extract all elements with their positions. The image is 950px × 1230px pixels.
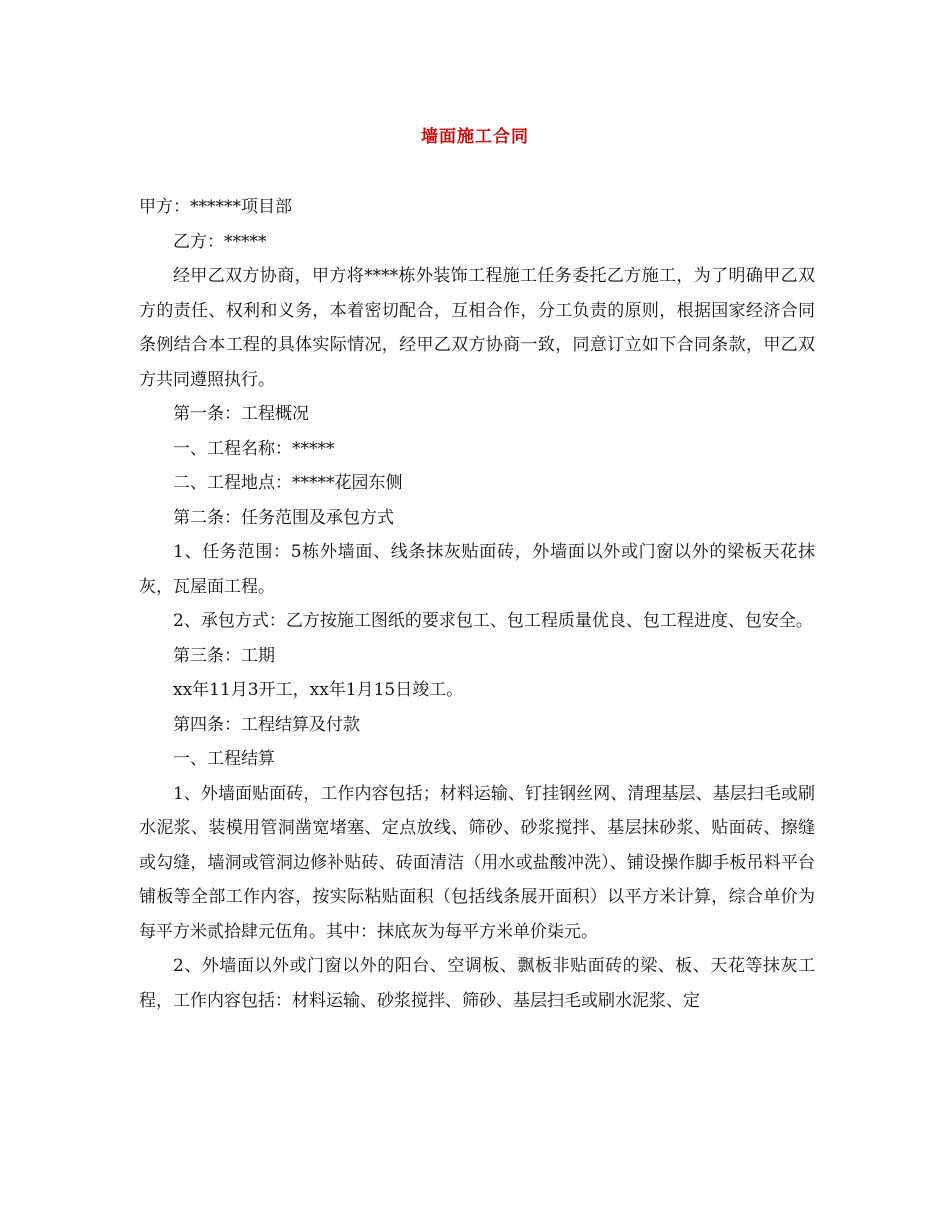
project-name-line: 一、工程名称：***** (173, 438, 335, 459)
task-scope-paragraph: 1、任务范围：5栋外墙面、线条抹灰贴面砖，外墙面以外或门窗以外的梁板天花抹灰，瓦屋面工程。 (139, 542, 815, 597)
document-body (139, 190, 815, 1018)
settlement-item-1: 1、外墙面贴面砖，工作内容包括；材料运输、钉挂钢丝网、清理基层、基层扫毛或刷水泥浆、装模用管洞凿宽堵塞、定点放线、筛砂、砂浆搅拌、基层抹砂浆、贴面砖、擦缝或勾缝，墙洞或管洞边修补贴砖、砖面清洁（用水或盐酸冲洗）、铺设操作脚手板吊料平台铺板等全部工作内容，按实际粘贴面积（包括线条展开面积）以平方米计算，综合单价为每平方米贰拾肆元伍角。其中：抹底灰为每平方米单价柒元。 (139, 783, 815, 942)
settlement-item-2: 2、外墙面以外或门窗以外的阳台、空调板、飘板非贴面砖的梁、板、天花等抹灰工程，工作内容包括：材料运输、砂浆搅拌、筛砂、基层扫毛或刷水泥浆、定 (139, 956, 815, 1011)
party-b-line: 乙方：***** (173, 231, 267, 252)
project-location-line: 二、工程地点：*****花园东侧 (173, 473, 403, 493)
contract-method-paragraph: 2、承包方式：乙方按施工图纸的要求包工、包工程质量优良、包工程进度、包安全。 (173, 611, 813, 631)
article-2-heading: 第二条：任务范围及承包方式 (173, 507, 394, 528)
party-a-line: 甲方：******项目部 (139, 197, 292, 217)
schedule-line: xx年11月3开工，xx年1月15日竣工。 (173, 680, 464, 700)
document-title: 墙面施工合同 (421, 127, 529, 147)
article-1-heading: 第一条：工程概况 (173, 404, 309, 424)
article-3-heading: 第三条：工期 (173, 645, 275, 666)
article-4-heading: 第四条：工程结算及付款 (173, 714, 360, 735)
settlement-subheading: 一、工程结算 (173, 749, 275, 769)
preamble-paragraph: 经甲乙双方协商，甲方将****栋外装饰工程施工任务委托乙方施工，为了明确甲乙双方的责任、权利和义务，本着密切配合，互相合作，分工负责的原则，根据国家经济合同条例结合本工程的具体实际情况，经甲乙双方协商一致，同意订立如下合同条款，甲乙双方共同遵照执行。 (139, 266, 815, 390)
